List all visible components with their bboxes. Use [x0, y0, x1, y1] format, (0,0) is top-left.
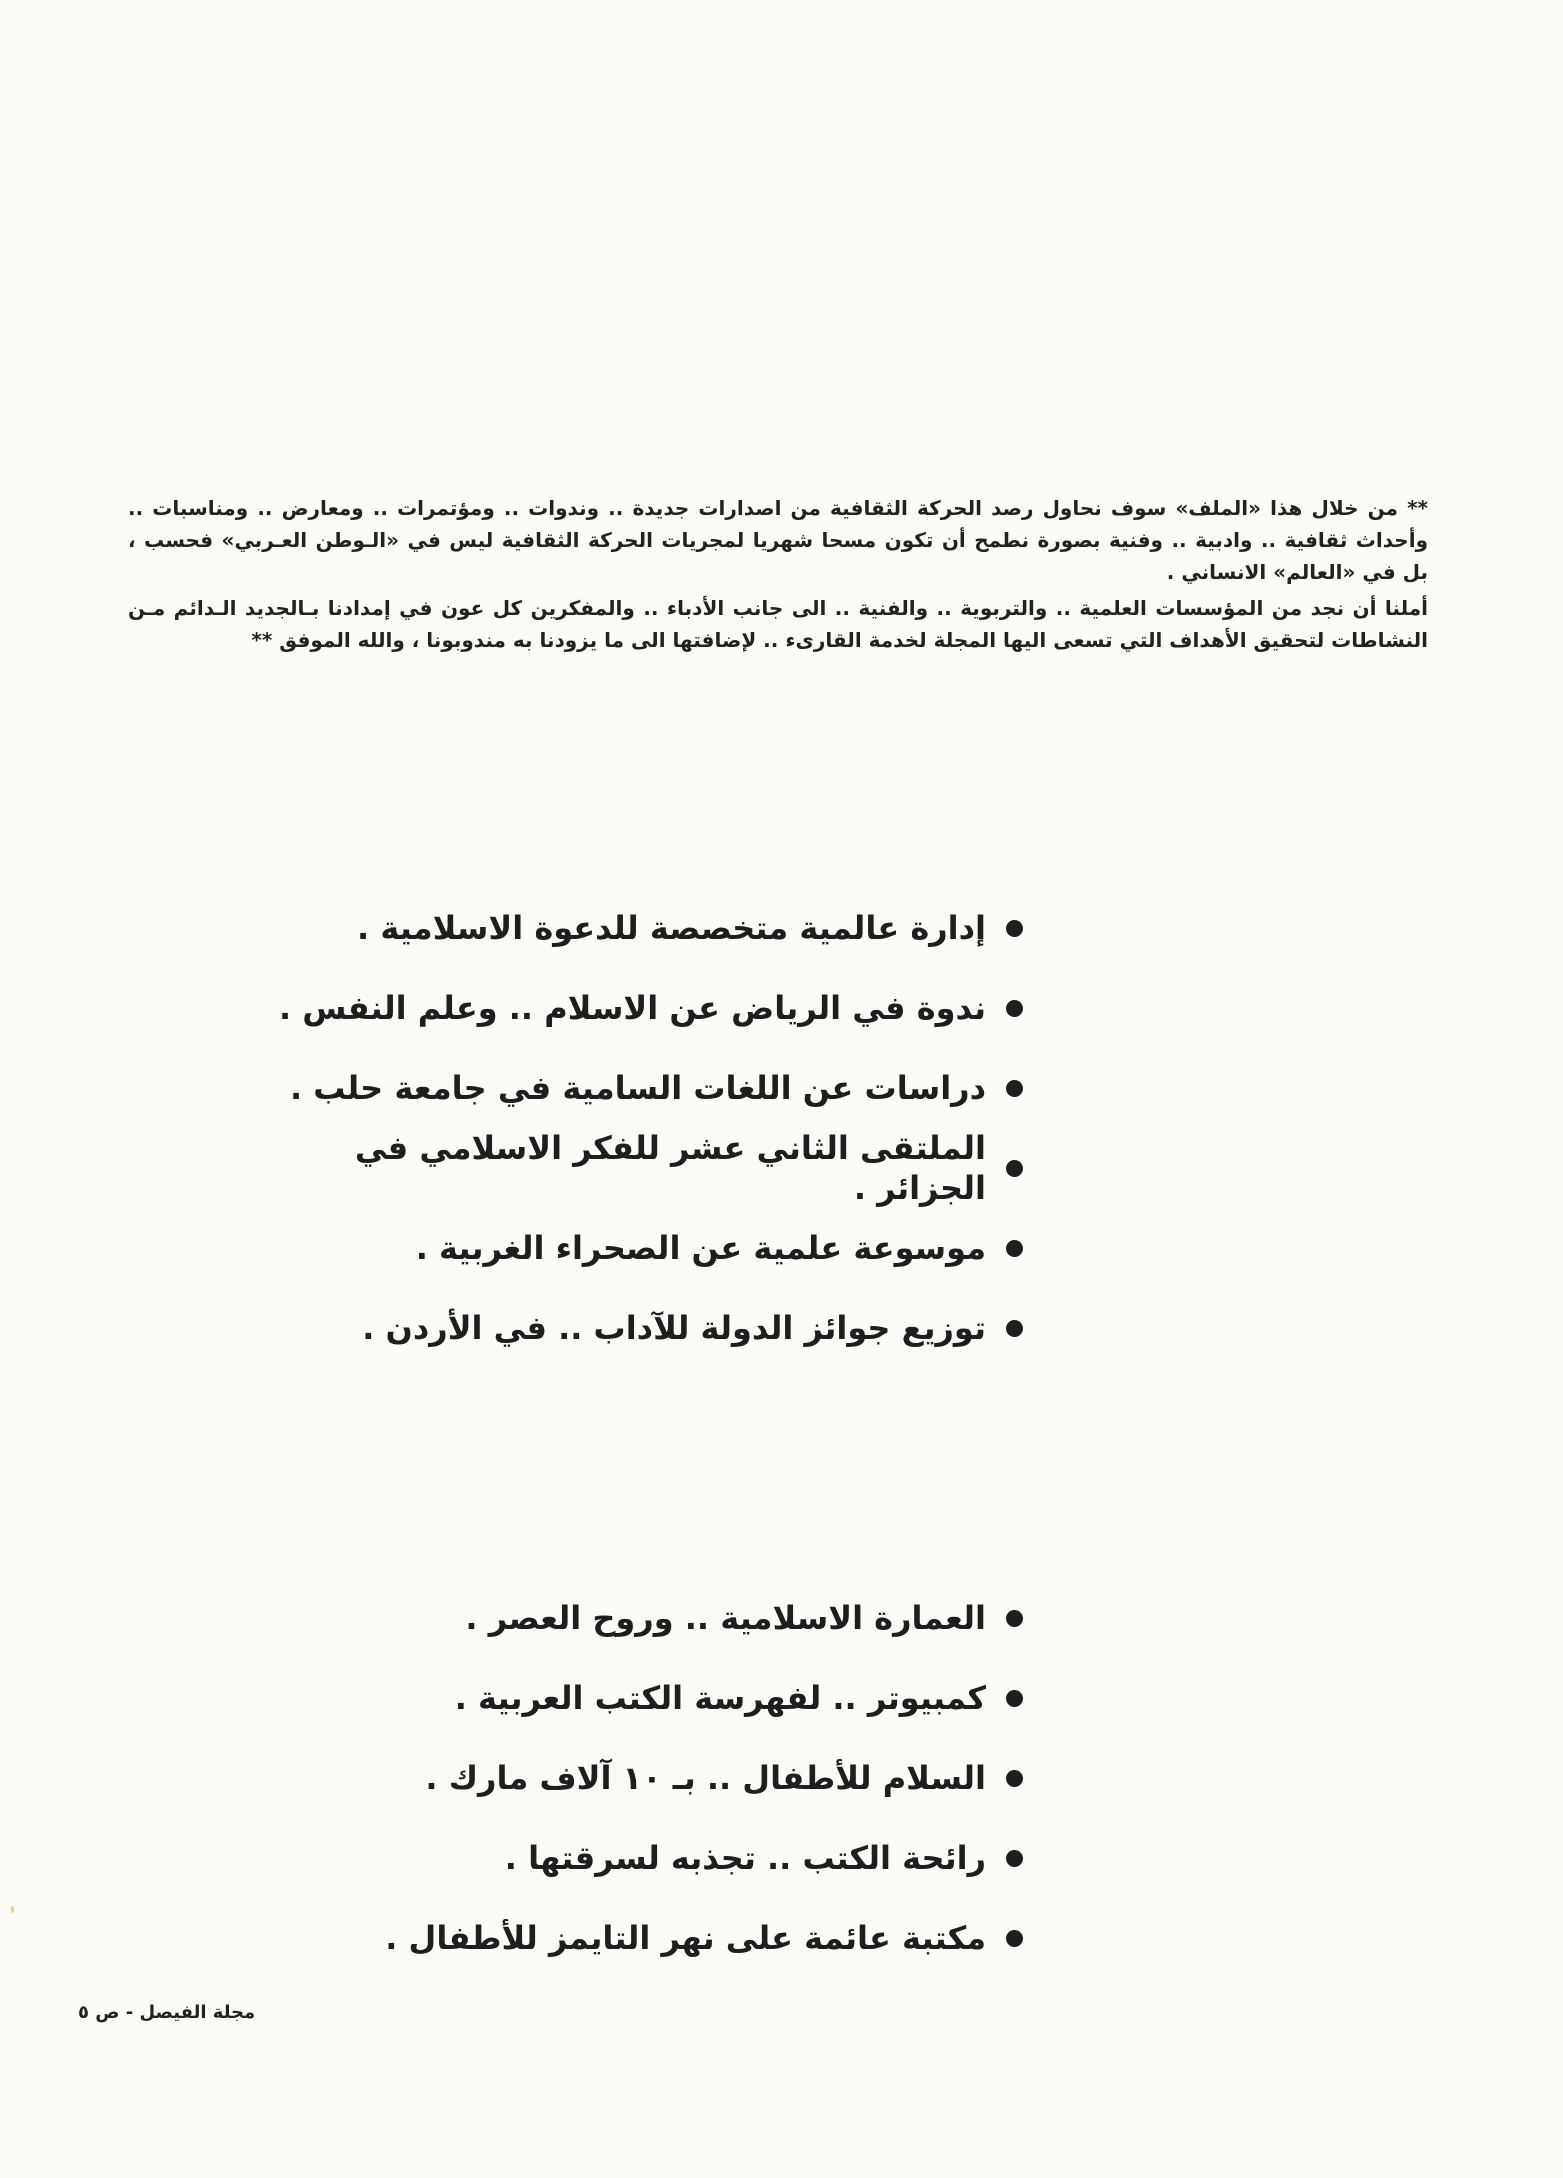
headline-item: [263, 888, 1023, 968]
bullet-icon: [1006, 1000, 1023, 1017]
headline-text: ندوة في الرياض عن الاسلام .. وعلم النفس .: [278, 989, 986, 1027]
page-footer: مجلة الفيصل - ص ٥: [78, 2002, 256, 2023]
headline-text: مكتبة عائمة على نهر التايمز للأطفال .: [385, 1919, 986, 1957]
bullet-icon: [1006, 1770, 1023, 1787]
headline-item: [263, 1658, 1023, 1738]
headline-item: [263, 1048, 1023, 1128]
headline-text: رائحة الكتب .. تجذبه لسرقتها .: [504, 1839, 986, 1877]
bullet-icon: [1006, 1240, 1023, 1257]
bullet-icon: [1006, 920, 1023, 937]
bullet-icon: [1006, 1850, 1023, 1867]
headline-text: العمارة الاسلامية .. وروح العصر .: [465, 1599, 986, 1637]
bullet-icon: [1006, 1160, 1023, 1177]
headline-item: [263, 1288, 1023, 1368]
headline-text: كمبيوتر .. لفهرسة الكتب العربية .: [454, 1679, 986, 1717]
intro-paragraph-2: أملنا أن نجد من المؤسسات العلمية .. والتربوية .. والفنية .. الى جانب الأدباء .. والمفكرين كل عون في إمدادنا بـالجديد الـدائم مـن النشاطات لتحقيق الأهداف التي تسعى اليها المجلة لخدمة القارىء .. لإضافتها الى ما يزودنا به مندوبونا ، والله الموفق **: [128, 596, 1428, 652]
intro-text: [128, 492, 1428, 656]
headline-item: [263, 1208, 1023, 1288]
headlines-list-1: [263, 888, 1023, 1368]
headline-item: [263, 968, 1023, 1048]
bullet-icon: [1006, 1320, 1023, 1337]
headline-item: [263, 1738, 1023, 1818]
headline-text: توزيع جوائز الدولة للآداب .. في الأردن .: [362, 1309, 986, 1347]
headline-text: إدارة عالمية متخصصة للدعوة الاسلامية .: [357, 909, 986, 947]
bullet-icon: [1006, 1610, 1023, 1627]
headline-item: [263, 1578, 1023, 1658]
headlines-list-2: [263, 1578, 1023, 1978]
paper-speck: [11, 1906, 14, 1913]
headline-item: [263, 1128, 1023, 1208]
headline-text: السلام للأطفال .. بـ ١٠ آلاف مارك .: [425, 1759, 986, 1797]
headline-item: [263, 1818, 1023, 1898]
headline-item: [263, 1898, 1023, 1978]
intro-paragraph-1: ** من خلال هذا «الملف» سوف نحاول رصد الحركة الثقافية من اصدارات جديدة .. وندوات .. ومؤتمرات .. ومعارض .. ومناسبات .. وأحداث ثقافية .. وادبية .. وفنية بصورة نطمح أن تكون مسحا شهريا لمجريات الحركة الثقافية ليس في «الـوطن العـربي» فحسب ، بل في «العالم» الانساني .: [128, 496, 1428, 584]
bullet-icon: [1006, 1080, 1023, 1097]
headline-text: موسوعة علمية عن الصحراء الغربية .: [415, 1229, 986, 1267]
bullet-icon: [1006, 1930, 1023, 1947]
headline-text: الملتقى الثاني عشر للفكر الاسلامي في الجزائر .: [354, 1129, 986, 1207]
headline-text: دراسات عن اللغات السامية في جامعة حلب .: [289, 1069, 986, 1107]
bullet-icon: [1006, 1690, 1023, 1707]
